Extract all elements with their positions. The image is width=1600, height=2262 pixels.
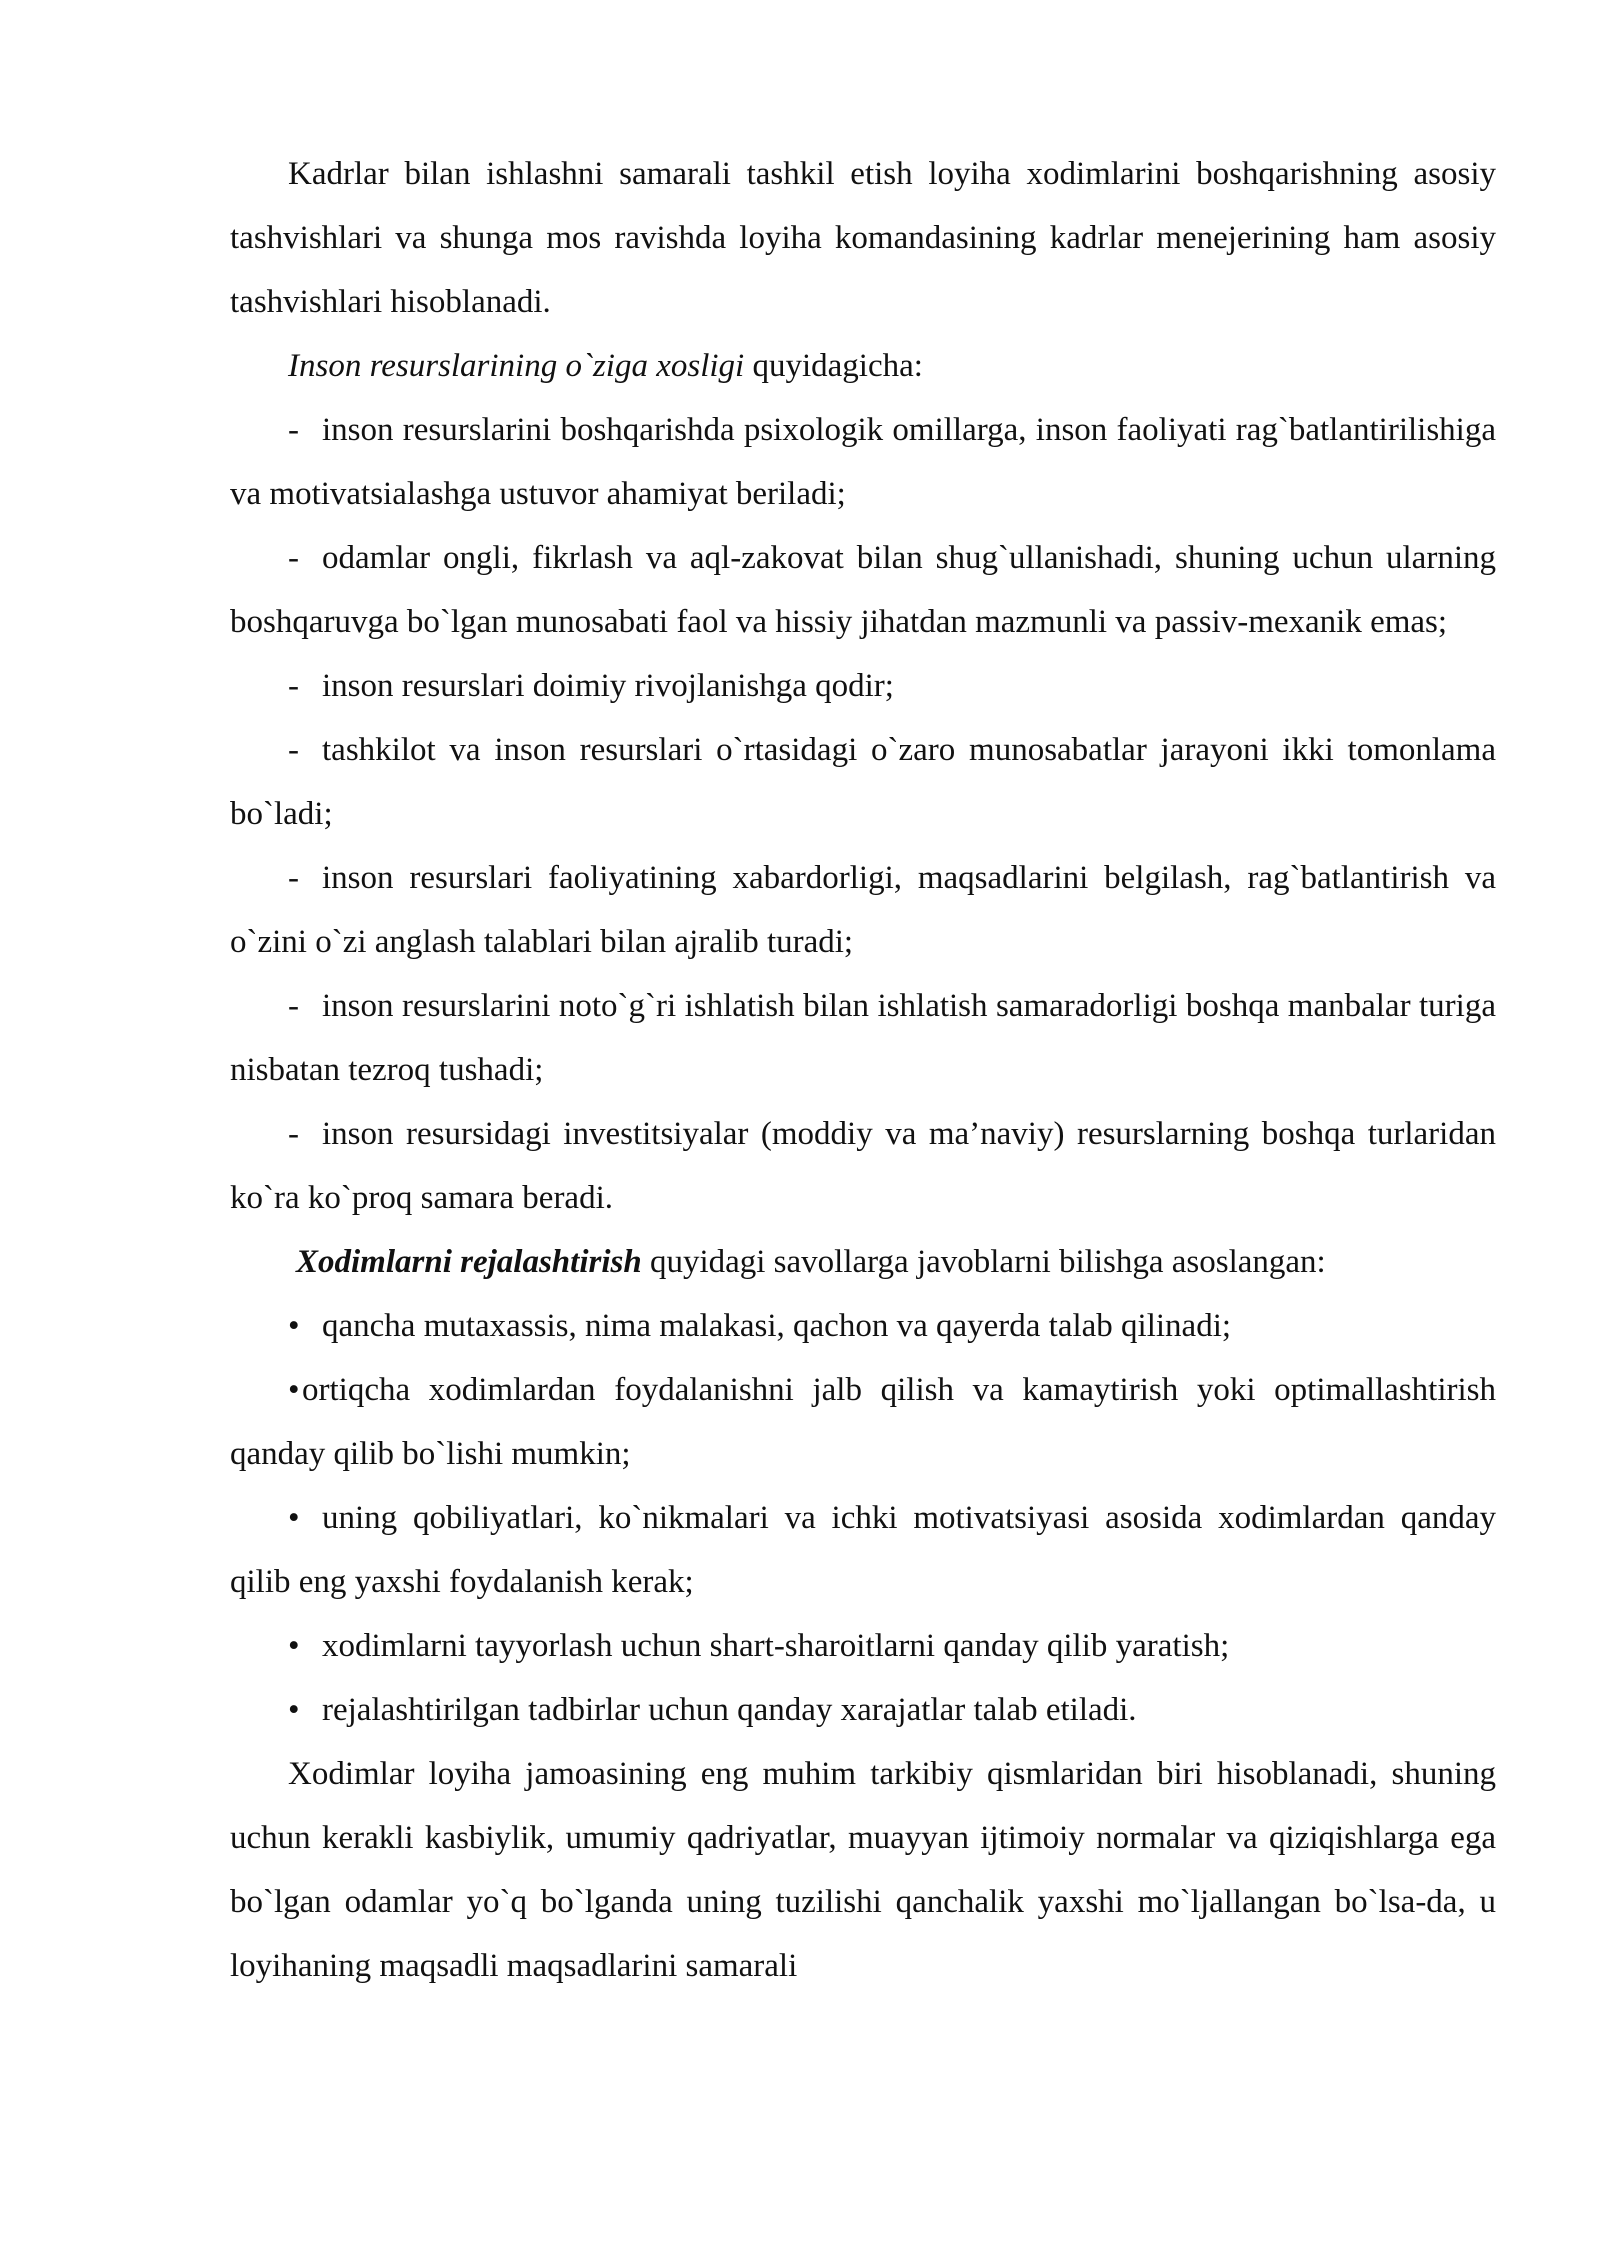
dash-item-text: inson resurslarini noto`g`ri ishlatish bilan ishlatish samaradorligi boshqa manbalar turiga nisbatan tezroq tushadi; [230, 988, 1496, 1088]
bullet-marker: • [288, 1372, 300, 1408]
bullet-marker: • [288, 1628, 300, 1664]
bullet-marker: • [288, 1692, 300, 1728]
dash-marker: - [288, 412, 299, 448]
italic-term-human-resources: Inson resurslarining o`ziga xosligi [288, 348, 745, 384]
dash-list-item [230, 398, 1496, 526]
dash-marker: - [288, 540, 299, 576]
dash-item-text: inson resurslarini boshqarishda psixologik omillarga, inson faoliyati rag`batlantirilishiga va motivatsialashga ustuvor ahamiyat beriladi; [230, 412, 1496, 512]
dash-marker: - [288, 732, 299, 768]
bullet-list-item [230, 1486, 1496, 1614]
bullet-item-text: uning qobiliyatlari, ko`nikmalari va ichki motivatsiyasi asosida xodimlardan qanday qilib eng yaxshi foydalanish kerak; [230, 1500, 1496, 1600]
paragraph-conclusion [230, 1742, 1496, 1998]
dash-marker: - [288, 860, 299, 896]
bullet-list-item [230, 1294, 1496, 1358]
paragraph-staff-planning-heading [230, 1230, 1496, 1294]
paragraph-intro-text: Kadrlar bilan ishlashni samarali tashkil etish loyiha xodimlarini boshqarishning asosiy tashvishlari va shunga mos ravishda loyiha komandasining kadrlar menejerining ham asosiy tashvishlari hisoblanadi. [230, 156, 1496, 320]
bullet-list-item [230, 1678, 1496, 1742]
paragraph-conclusion-text: Xodimlar loyiha jamoasining eng muhim tarkibiy qismlaridan biri hisoblanadi, shuning uchun kerakli kasbiylik, umumiy qadriyatlar, muayyan ijtimoiy normalar va qiziqishlarga ega bo`lgan odamlar yo`q bo`lganda uning tuzilishi qanchalik yaxshi mo`ljallangan bo`lsa-da, u loyihaning maqsadli maqsadlarini samarali [230, 1756, 1496, 1984]
heading-rest-text: quyidagi savollarga javoblarni bilishga asoslangan: [641, 1244, 1326, 1280]
dash-marker: - [288, 668, 299, 704]
paragraph-intro [230, 142, 1496, 334]
dash-list-item [230, 654, 1496, 718]
dash-list-item [230, 1102, 1496, 1230]
bullet-list-item [230, 1358, 1496, 1486]
dash-item-text: inson resurslari faoliyatining xabardorligi, maqsadlarini belgilash, rag`batlantirish va o`zini o`zi anglash talablari bilan ajralib turadi; [230, 860, 1496, 960]
paragraph-human-resources-heading [230, 334, 1496, 398]
dash-list-item [230, 718, 1496, 846]
bullet-item-text: rejalashtirilgan tadbirlar uchun qanday xarajatlar talab etiladi. [322, 1692, 1137, 1728]
bullet-item-text: ortiqcha xodimlardan foydalanishni jalb qilish va kamaytirish yoki optimallashtirish qanday qilib bo`lishi mumkin; [230, 1372, 1496, 1472]
dash-marker: - [288, 988, 299, 1024]
dash-marker: - [288, 1116, 299, 1152]
dash-item-text: inson resurslari doimiy rivojlanishga qodir; [322, 668, 894, 704]
heading-rest-text: quyidagicha: [744, 348, 923, 384]
bold-italic-term-staff-planning: Xodimlarni rejalashtirish [296, 1244, 642, 1280]
bullet-marker: • [288, 1500, 300, 1536]
bullet-marker: • [288, 1308, 300, 1344]
document-page [230, 142, 1496, 1998]
dash-list-item [230, 974, 1496, 1102]
dash-item-text: tashkilot va inson resurslari o`rtasidagi o`zaro munosabatlar jarayoni ikki tomonlama bo`ladi; [230, 732, 1496, 832]
bullet-item-text: xodimlarni tayyorlash uchun shart-sharoitlarni qanday qilib yaratish; [322, 1628, 1230, 1664]
dash-list-item [230, 846, 1496, 974]
dash-item-text: odamlar ongli, fikrlash va aql-zakovat bilan shug`ullanishadi, shuning uchun ularning boshqaruvga bo`lgan munosabati faol va hissiy jihatdan mazmunli va passiv-mexanik emas; [230, 540, 1496, 640]
dash-list-item [230, 526, 1496, 654]
bullet-item-text: qancha mutaxassis, nima malakasi, qachon va qayerda talab qilinadi; [322, 1308, 1232, 1344]
bullet-list-item [230, 1614, 1496, 1678]
dash-item-text: inson resursidagi investitsiyalar (moddiy va ma’naviy) resurslarning boshqa turlaridan ko`ra ko`proq samara beradi. [230, 1116, 1496, 1216]
